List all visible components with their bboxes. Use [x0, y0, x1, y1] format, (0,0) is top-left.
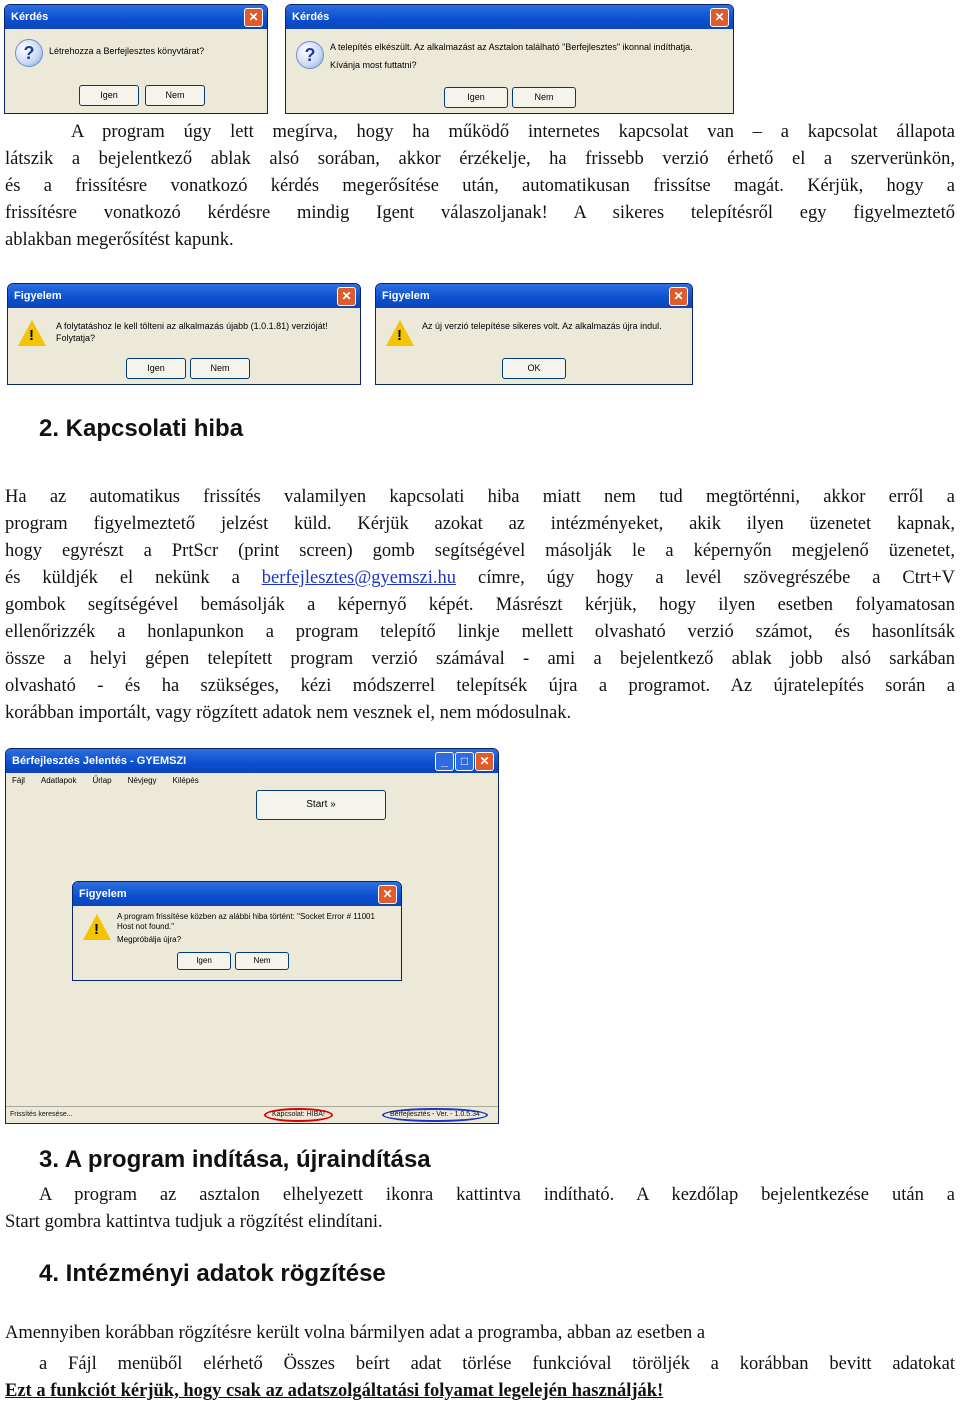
status-version: Bérfejlesztés - Ver. - 1.0.5.34	[382, 1108, 488, 1122]
section-4-warning: Ezt a funkciót kérjük, hogy csak az adatszolgáltatási folyamat legelején használják!	[5, 1381, 664, 1401]
yes-button[interactable]: Igen	[444, 87, 508, 108]
yes-button[interactable]: Igen	[79, 85, 139, 106]
intro-line-4: frissítésre vonatkozó kérdésre mindig Igent válaszoljanak! A sikeres telepítésről egy figyelmeztető	[5, 203, 955, 223]
dialog-title: Figyelem	[14, 290, 62, 302]
close-icon[interactable]: ✕	[337, 287, 356, 306]
dialog-message-line2: Kívánja most futtatni?	[330, 60, 417, 70]
section-3-heading: 3. A program indítása, újraindítása	[39, 1146, 431, 1173]
warning-icon: !	[386, 320, 414, 346]
intro-line-1: A program úgy lett megírva, hogy ha működő internetes kapcsolat van – a kapcsolat állapota	[71, 122, 955, 142]
section-2-line-2: program figyelmeztető jelzést küld. Kérjük azokat az intézményeket, akik ilyen üzenetet kapnak,	[5, 514, 955, 534]
app-window	[5, 748, 499, 1124]
menu-exit[interactable]: Kilépés	[172, 776, 199, 785]
no-button[interactable]: Nem	[145, 85, 205, 106]
section-2-line-4	[5, 565, 955, 592]
status-connection: Kapcsolat: HIBA!	[264, 1108, 333, 1122]
menu-about[interactable]: Névjegy	[127, 776, 157, 785]
menu-forms[interactable]: Adatlapok	[40, 776, 77, 785]
start-button[interactable]: Start »	[256, 790, 386, 820]
dialog-update-question	[3, 279, 365, 389]
dialog-title: Kérdés	[292, 11, 330, 23]
section-4-heading: 4. Intézményi adatok rögzítése	[39, 1260, 386, 1287]
dialog-message: A program frissítése közben az alábbi hiba történt: "Socket Error # 11001 Host not found."	[117, 912, 375, 931]
status-bar	[6, 1106, 498, 1123]
section-2-line-1: Ha az automatikus frissítés valamilyen kapcsolati hiba miatt nem tud megtörténni, akkor erről a	[5, 487, 955, 507]
dialog-title-bar	[73, 882, 401, 906]
section-2-line-7: össze a helyi gépen telepített program verzió számával - ami a bejelentkező ablak jobb alsó sarkában	[5, 649, 955, 669]
section-2-line-5: gombok segítségével bemásolják a képernyő képét. Másrészt kérjük, hogy ilyen esetben folyamatosan	[5, 595, 955, 615]
question-icon: ?	[15, 39, 43, 67]
dialog-update-success	[371, 279, 697, 389]
yes-button[interactable]: Igen	[126, 358, 186, 379]
intro-line-2: látszik a bejelentkező ablak alsó sorában, akkor érzékelje, ha frissebb verzió érhető el a szerverünkön,	[5, 149, 955, 169]
dialog-title: Figyelem	[79, 888, 127, 900]
dialog-title-bar	[376, 284, 692, 308]
dialog-message: Létrehozza a Berfejlesztes könyvtárat?	[49, 46, 205, 56]
line-4-prefix: és küldjék el nekünk a	[5, 568, 262, 588]
section-2-line-9: korábban importált, vagy rögzített adatok nem vesznek el, nem módosulnak.	[5, 703, 572, 723]
dialog-title-bar	[5, 5, 267, 29]
section-3-line-1: A program az asztalon elhelyezett ikonra kattintva indítható. A kezdőlap bejelentkezése után a	[39, 1185, 955, 1205]
warning-icon: !	[18, 320, 46, 346]
warning-icon: !	[83, 914, 111, 940]
menu-form[interactable]: Űrlap	[92, 776, 112, 785]
dialog-question: Megpróbálja újra?	[117, 935, 182, 944]
section-4-line-1: Amennyiben korábban rögzítésre került volna bármilyen adat a programba, abban az esetben a	[5, 1323, 706, 1343]
dialog-install-complete	[281, 0, 738, 118]
section-4-line-2: a Fájl menüből elérhető Összes beírt adat törlése funkcióval töröljék a korábban bevitt adatokat	[39, 1354, 955, 1374]
dialog-title-bar	[8, 284, 360, 308]
intro-line-3: és a frissítésre vonatkozó kérdés megerősítése után, automatikusan frissítse magát. Kérjük, hogy a	[5, 176, 955, 196]
close-icon[interactable]: ✕	[378, 885, 397, 904]
minimize-icon[interactable]: _	[435, 752, 454, 771]
section-2-line-3: hogy egyrészt a PrtScr (print screen) gomb segítségével másolják le a képernyőn megjelenő üzenetet,	[5, 541, 955, 561]
section-2-line-6: ellenőrizzék a honlapunkon a program telepítő linkje mellett olvasható verzió számot, és hasonlítsák	[5, 622, 955, 642]
intro-line-5: ablakban megerősítést kapunk.	[5, 230, 234, 250]
dialog-create-folder	[0, 0, 272, 118]
menu-bar	[6, 773, 498, 789]
app-title: Bérfejlesztés Jelentés - GYEMSZI	[12, 755, 187, 767]
close-icon[interactable]: ✕	[710, 8, 729, 27]
dialog-message: Az új verzió telepítése sikeres volt. Az alkalmazás újra indul.	[422, 321, 662, 331]
dialog-title: Figyelem	[382, 290, 430, 302]
maximize-icon[interactable]: □	[455, 752, 474, 771]
no-button[interactable]: Nem	[190, 358, 250, 379]
line-4-suffix: címre, úgy hogy a levél szövegrészébe a Ctrt+V	[456, 568, 955, 588]
no-button[interactable]: Nem	[512, 87, 576, 108]
close-icon[interactable]: ✕	[244, 8, 263, 27]
section-2-line-8: olvasható - és ha szükséges, kézi módszerrel telepítsék újra a programot. Az újratelepítés során a	[5, 676, 955, 696]
dialog-message-line1: A telepítés elkészült. Az alkalmazást az Asztalon található "Berfejlesztes" ikonnal indíthatja.	[330, 42, 693, 52]
section-3-line-2: Start gombra kattintva tudjuk a rögzítést elindítani.	[5, 1212, 383, 1232]
no-button[interactable]: Nem	[235, 952, 289, 970]
section-2-heading: 2. Kapcsolati hiba	[39, 415, 244, 442]
close-icon[interactable]: ✕	[475, 752, 494, 771]
status-left: Frissítés keresése...	[10, 1111, 73, 1118]
dialog-connection-error	[72, 881, 402, 981]
dialog-title: Kérdés	[11, 11, 49, 23]
app-title-bar	[6, 749, 498, 773]
email-link[interactable]: berfejlesztes@gyemszi.hu	[261, 568, 457, 588]
menu-file[interactable]: Fájl	[12, 776, 25, 785]
dialog-title-bar	[286, 5, 733, 29]
yes-button[interactable]: Igen	[177, 952, 231, 970]
ok-button[interactable]: OK	[502, 358, 566, 379]
question-icon: ?	[296, 41, 324, 69]
dialog-message: A folytatáshoz le kell tölteni az alkalmazás újabb (1.0.1.81) verzióját! Folytatja?	[56, 321, 328, 343]
close-icon[interactable]: ✕	[669, 287, 688, 306]
